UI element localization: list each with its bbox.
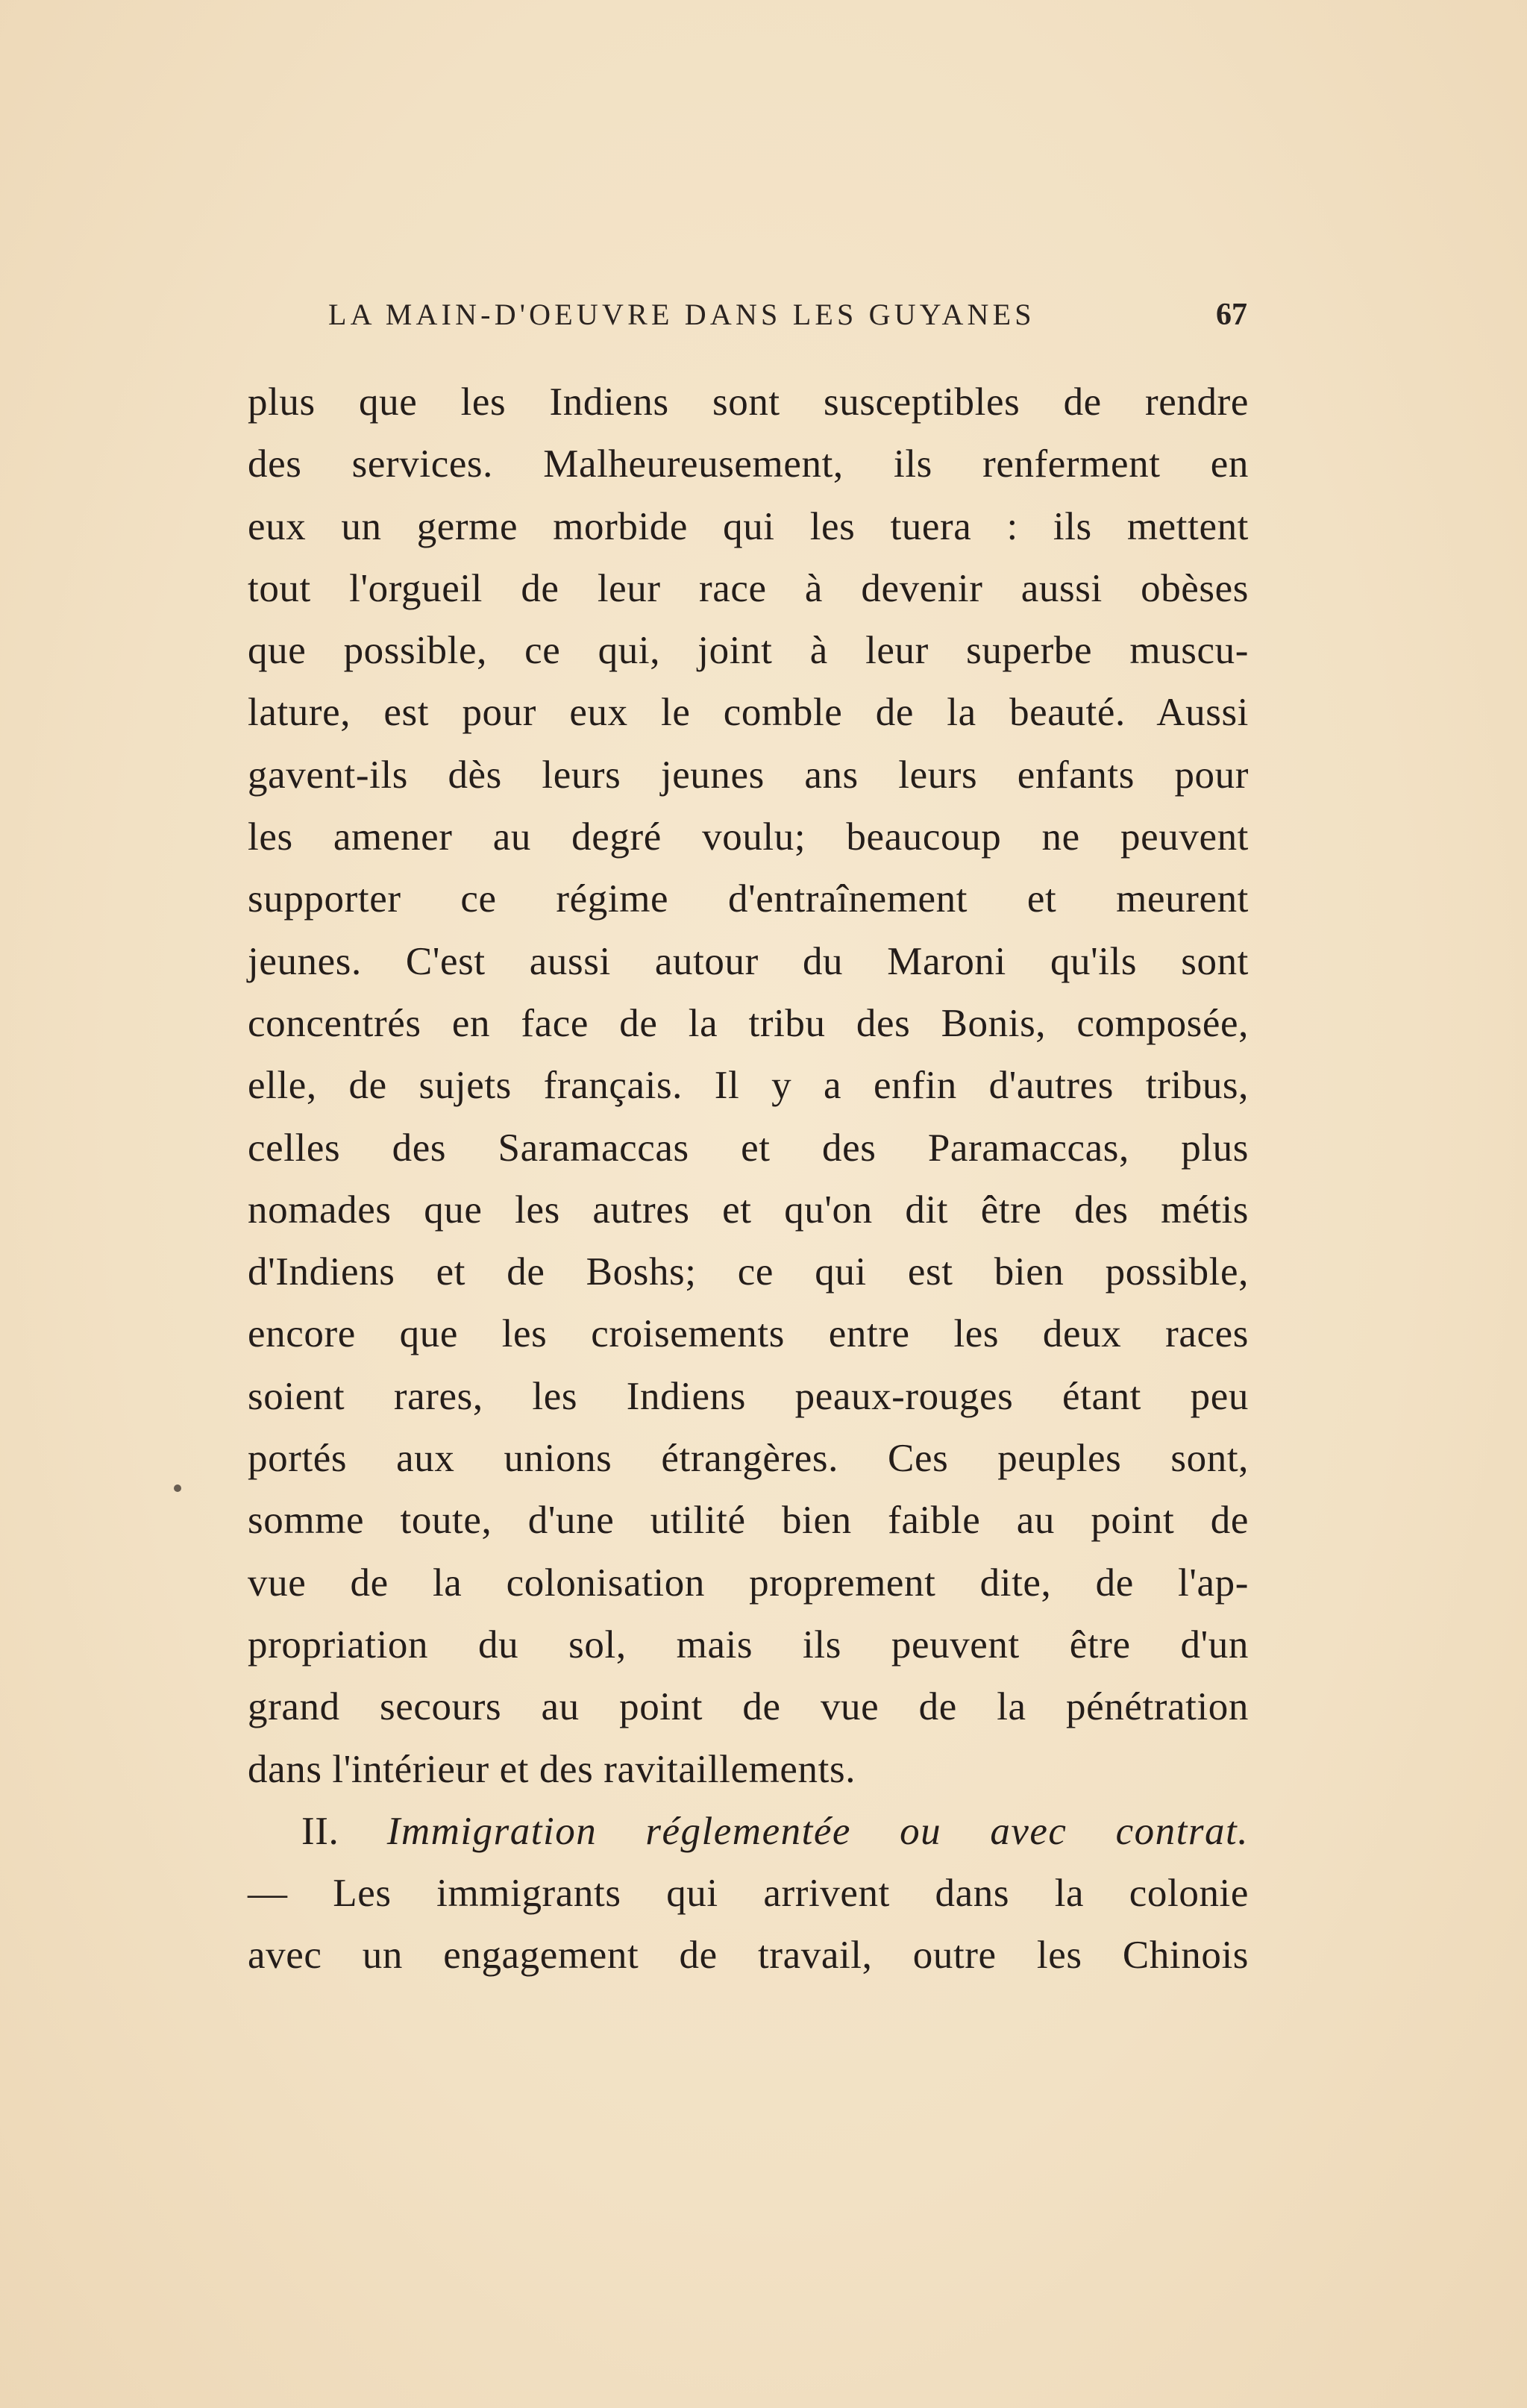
text-line: supporter ce régime d'entraînement et meurent (248, 877, 1249, 921)
text-line: portés aux unions étrangères. Ces peuples sont, (248, 1437, 1249, 1481)
page-number: 67 (1216, 298, 1247, 332)
text-line: — Les immigrants qui arrivent dans la colonie (248, 1872, 1249, 1916)
text-line: nomades que les autres et qu'on dit être des métis (248, 1188, 1249, 1232)
text-line: plus que les Indiens sont susceptibles de rendre (248, 380, 1249, 424)
text-line: grand secours au point de vue de la pénétration (248, 1685, 1249, 1729)
text-line: les amener au degré voulu; beaucoup ne peuvent (248, 815, 1249, 859)
text-line: vue de la colonisation proprement dite, de l'ap- (248, 1561, 1249, 1605)
text-line: avec un engagement de travail, outre les Chinois (248, 1934, 1249, 1978)
section-number: II. (301, 1809, 339, 1853)
text-line: celles des Saramaccas et des Paramaccas, plus (248, 1126, 1249, 1170)
text-line: gavent-ils dès leurs jeunes ans leurs enfants pour (248, 753, 1249, 797)
text-line: encore que les croisements entre les deux races (248, 1312, 1249, 1356)
text-line: jeunes. C'est aussi autour du Maroni qu'ils sont (248, 939, 1249, 983)
ink-speck (174, 1484, 181, 1492)
text-line: que possible, ce qui, joint à leur superbe muscu- (248, 629, 1249, 673)
text-line: tout l'orgueil de leur race à devenir aussi obèses (248, 566, 1249, 610)
section-heading-line (248, 1801, 1249, 1863)
text-line: eux un germe morbide qui les tuera : ils mettent (248, 504, 1249, 548)
text-line: d'Indiens et de Boshs; ce qui est bien possible, (248, 1250, 1249, 1294)
text-line: somme toute, d'une utilité bien faible au point de (248, 1499, 1249, 1543)
body-text (248, 371, 1249, 1987)
text-line: lature, est pour eux le comble de la beauté. Aussi (248, 691, 1249, 735)
text-line: soient rares, les Indiens peaux-rouges étant peu (248, 1374, 1249, 1418)
running-head-title: LA MAIN-D'OEUVRE DANS LES GUYANES (328, 298, 1035, 331)
section-heading: Immigration réglementée ou avec contrat. (386, 1809, 1249, 1853)
text-line: des services. Malheureusement, ils renferment en (248, 442, 1249, 486)
running-head (328, 297, 1247, 349)
text-line: dans l'intérieur et des ravitaillements. (248, 1747, 856, 1791)
text-line: propriation du sol, mais ils peuvent être d'un (248, 1622, 1249, 1667)
text-line: concentrés en face de la tribu des Bonis, composée, (248, 1001, 1249, 1045)
text-line: elle, de sujets français. Il y a enfin d'autres tribus, (248, 1064, 1249, 1108)
